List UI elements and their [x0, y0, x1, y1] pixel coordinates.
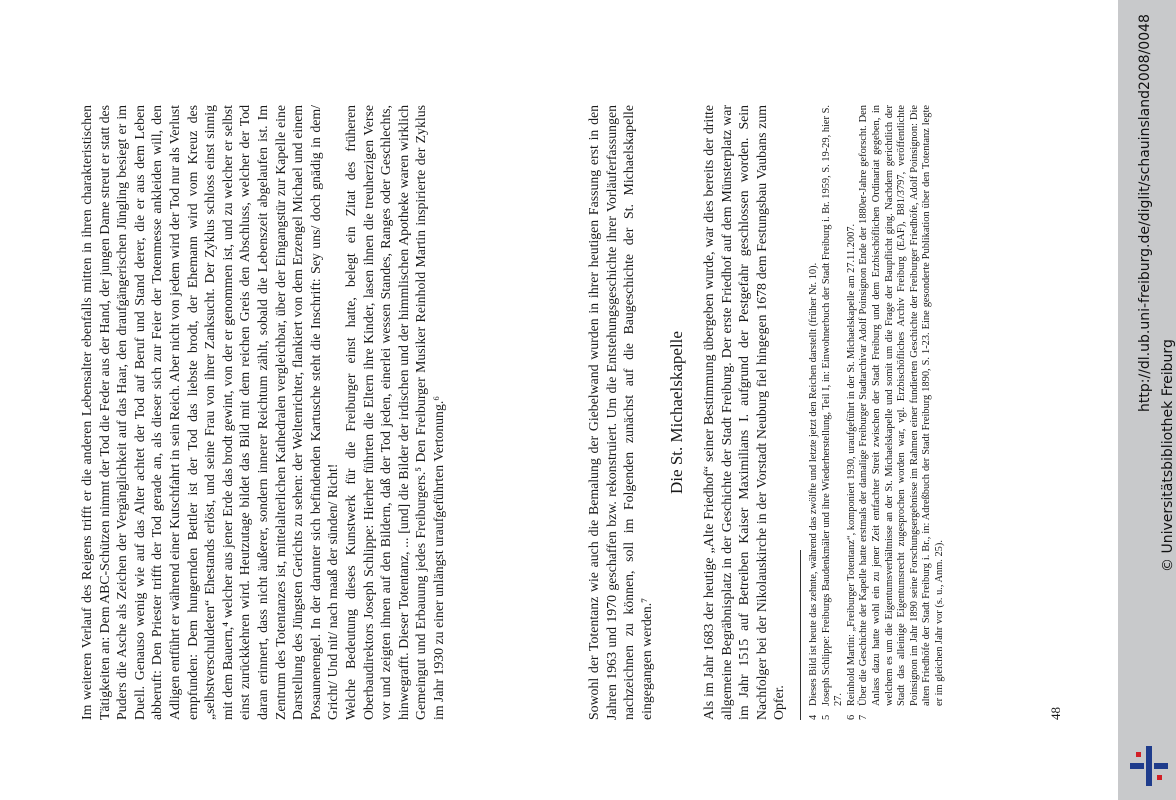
- footnote-number: 5: [820, 714, 832, 720]
- copyright-notice: © Universitätsbibliothek Freiburg: [1160, 339, 1176, 572]
- footnote: [821, 105, 846, 720]
- footnote-number: 6: [845, 714, 857, 720]
- section-heading: Die St. Michaelskapelle: [667, 331, 686, 494]
- page-number: 48: [1048, 707, 1063, 720]
- body-paragraphs: [78, 105, 447, 720]
- footnote-text: Reinhold Martin: „Freiburger Totentanz“, komponiert 1930, uraufgeführt in der St. Michaelskapelle am 27.11.2007.: [845, 223, 857, 706]
- paragraph-totentanz-description: Im weiteren Verlauf des Reigens trifft er die anderen Lebensalter ebenfalls mitten in ihren charakteristischen Tätigkeiten an: Dem ABC-Schützen nimmt der Tod die Feder aus der Hand, der jungen Dame streut er statt des Puders die Asche als Zeichen der Vergänglichkeit auf das Haar, den draufgängerischen Jüngling besiegt er im Duell. Genauso wenig wie auf das Alter achtet der Tod auf Beruf und Stand derer, die er aus dem Leben abberuft: Den Priester trifft der Tod gerade an, als dieser sich zur Feier der Totenmesse ankleiden will, den Adligen entführt er während einer Kutschfahrt in sein Reich. Aber nicht von jedem wird der Tod nur als Verlust empfunden: Dem hungernden Bettler ist der Tod das liebste brodt, der Ehemann wird vom Kreuz des „selbstverschuldeten“ Ehestands erlöst, und seine Frau von ihrer Zanksucht. Der Zyklus schloss einst sinnig mit dem Bauern,⁴ welcher aus jener Erde das brodt gewint, von der er genommen ist, und zu welcher er selbst einst zurückkehren wird. Heutzutage bildet das Bild mit dem reichen Greis den Abschluss, welcher der Tod daran erinnert, dass nicht äußerer, sondern innerer Reichtum zählt, sobald die Lebenszeit abgelaufen ist. Im Zentrum des Totentanzes ist, mittelalterlichen Kathedralen vergleichbar, über der Eingangstür zur Kapelle eine Darstellung des Jüngsten Gerichts zu sehen: der Weltenrichter, flankiert von dem Erzengel Michael und einem Posaunenengel. In der darunter sich befindenden Kartusche steht die Inschrift: Sey uns/ doch gnädig in dem/ Gricht/ Und nit/ nach maaß der sünden/ Richt!: [79, 104, 341, 720]
- paragraph-friedhof-history: Als im Jahr 1683 der heutige „Alte Friedhof“ seiner Bestimmung übergeben wurde, war dies bereits der dritte allgemeine Begräbnisplatz in der Geschichte der Stadt Freiburg. Der erste Friedhof auf dem Münsterplatz war im Jahr 1515 auf Betreiben Kaiser Maximilians I. aufgrund der Pestgefahr geschlossen worden. Sein Nachfolger bei der Nikolauskirche in der Vorstadt Neuburg fiel hingegen 1678 dem Festungsbau Vaubans zum Opfer.: [701, 105, 787, 720]
- footnotes: [808, 105, 947, 720]
- footnote: [808, 105, 821, 720]
- footnote-text: Joseph Schlippe: Freiburgs Baudenkmäler und ihre Wiederherstellung, Teil I, in: Einwohnerbuch der Stadt Freiburg i. Br. 1959, S. 19-29, hier S. 27.: [820, 105, 845, 706]
- library-logo-icon: [1126, 744, 1170, 788]
- footnote: [846, 105, 859, 720]
- footnote-divider: [800, 550, 801, 720]
- footnote-text: Dieses Bild ist heute das zehnte, während das zwölfte und letzte jetzt den Reichen darstellt (früher Nr. 10).: [808, 262, 819, 706]
- paragraph-schlippe-quote: Welche Bedeutung dieses Kunstwerk für die Freiburger einst hatte, belegt ein Zitat des früheren Oberbaudirektors Joseph Schlippe: Hierher führten die Eltern ihre Kinder, lasen ihnen die treuherzigen Verse vor und zeigten ihnen auf den Bildern, daß der Tod jeden, einerlei wessen Standes, Ranges oder Geschlechts, hinwegrafft. Dieser Totentanz, ... [und] die Bilder der irdischen und der himmlischen Apotheke waren wirklich Gemeingut und Erbauung jedes Freiburgers.⁵ Den Freiburger Musiker Reinhold Martin inspirierte der Zyklus im Jahr 1930 zu einer unlängst uraufgeführten Vertonung.⁶: [342, 105, 446, 720]
- footnote-number: 7: [858, 714, 870, 720]
- paragraph-building-history: Sowohl der Totentanz wie auch die Bemalung der Giebelwand wurden in ihrer heutigen Fassung erst in den Jahren 1963 und 1970 geschaffen bzw. rekonstruiert. Um die Entstehungsgeschichte ihrer Vorläuferfassungen nachzeichnen zu können, soll im Folgenden zunächst auf die Baugeschichte der St. Michaelskapelle eingegangen werden.⁷: [586, 105, 654, 720]
- permalink-url[interactable]: http://dl.ub.uni-freiburg.de/diglit/schauinsland2008/0048: [1137, 14, 1153, 412]
- footnote-number: 4: [808, 714, 819, 720]
- footnote: [858, 105, 946, 720]
- footnote-text: Über die Geschichte der Kapelle hatte erstmals der damalige Freiburger Stadtarchivar Adolf Poinsignon Ende der 1880er-Jahre geforscht. Den Anlass dazu hatte wohl ein zu jener Zeit entfachter Streit zwischen der Stadt Freiburg und dem Erzbischöflichen Ordinariat gegeben, in welchem es um die Eigentumsverhältnisse an der St. Michaelskapelle und somit um die Frage der Baupflicht ging. Nachdem gerichtlich der Stadt das alleinige Eigentumsrecht zugesprochen worden war, vgl. Erzbischöfliches Archiv Freiburg (EAF), B81/3797, veröffentlichte Poinsignon im Jahr 1890 seine Forschungsergebnisse im Rahmen einer fundierten Geschichte der Freiburger Friedhöfe, Adolf Poinsignon: Die alten Friedhöfe der Stadt Freiburg i. Br., in: Adreßbuch der Stadt Freiburg 1890, S. 1-23. Eine gesonderte Publikation über den Totentanz legte er im gleichen Jahr vor (s. u., Anm. 25).: [858, 105, 945, 706]
